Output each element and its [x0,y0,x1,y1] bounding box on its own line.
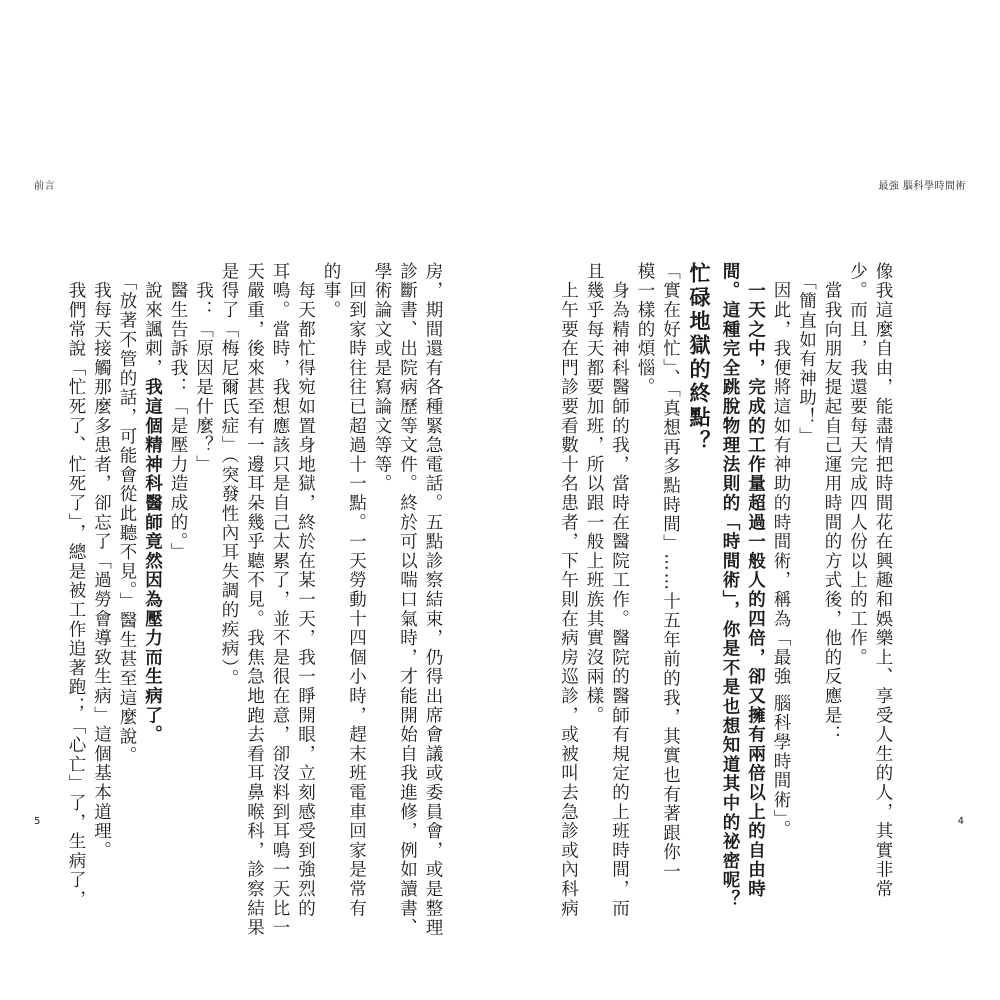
text-line: 每天都忙得宛如置身地獄，終於在某一天，我一睜開眼，立刻感受到強烈的 [295,262,316,919]
text-line: 像我這麼自由，能盡情把時間花在興趣和娛樂上、享受人生的人，其實非常 [873,262,893,899]
text-line: 的事。 [321,262,341,320]
text-line: 因此，我便將這如有神助的時間術，稱為「最強 腦科學時間術」。 [771,262,791,840]
text-line: 「放著不管的話，可能會從此聽不見。」醫生甚至這麼說。 [117,262,137,766]
emphasis-span: 我這個精神科醫師竟然因為壓力而生病了。 [142,377,163,745]
text-line: 天嚴重，後來甚至有一邊耳朵幾乎聽不見。我焦急地跑去看耳鼻喉科，診察結果 [244,262,265,938]
text-line: 回到家時往往已超過十一點。一天勞動十四個小時，趕末班電車回家是常有 [346,262,367,919]
text-line: 我們常說「忙死了、忙死了」，總是被工作追著跑；「心亡」了，生病了， [66,262,86,910]
text-line: 「實在好忙」、「真想再多點時間」……十五年前的我，其實也有著跟你一 [660,262,681,882]
text-line: 學術論文或是寫論文等等。 [372,262,392,494]
running-header-right: 最強 腦科學時間術 [878,181,966,192]
text-line: 上午要在門診要看數十名患者，下午則在病房巡診，或被叫去急診或內科病 [558,262,579,919]
text-line: 少。而且，我還要每天完成四人份以上的工作。 [847,262,868,668]
left-page [66,262,445,938]
text-line [139,262,165,802]
text-line: 模一樣的煩惱。 [635,262,655,398]
text-line: 當我向朋友提起自己運用時間的方式後，他的反應是： [822,262,842,745]
text-line: 且幾乎每天都要加班，所以跟一般上班族其實沒兩樣。 [584,262,604,726]
text-line: 我：「原因是什麼？」 [193,262,214,475]
emphasis-line: 一天之中，完成的工作量超過一般人的四倍，卻又擁有兩倍以上的自由時 [745,262,766,899]
text-line: 身為精神科醫師的我，當時在醫院工作。醫院的醫師有規定的上班時間，而 [609,262,630,919]
page-number-left: 5 [34,816,41,827]
emphasis-line: 間。這種完全跳脫物理法則的「時間術」，你是不是也想知道其中的祕密呢？ [720,262,740,910]
text-line: 診斷書、出院病歷等文件。終於可以喘口氣時，才能開始自我進修，例如讀書、 [397,262,418,938]
page-number-right: 4 [957,816,964,827]
text-line: 房，期間還有各種緊急電話。五點診察結束，仍得出席會議或委員會，或是整理 [423,262,443,938]
right-page [555,262,895,919]
text-line: 是得了「梅尼爾氏症」（突發性內耳失調的疾病）。 [219,262,239,689]
text-span: 說來諷刺， [142,262,163,378]
text-line: 醫生告訴我：「是壓力造成的。」 [168,262,188,563]
running-header-left: 前言 [34,181,55,192]
text-line: 耳鳴。當時，我想應該只是自己太累了，並不是很在意，卻沒料到耳鳴一天比一 [270,262,290,938]
text-line: 「簡直如有神助！」 [796,262,817,447]
section-heading: 忙碌地獄的終點？ [687,262,712,454]
text-line: 我每天接觸那麼多患者，卻忘了「過勞會導致生病」這個基本道理。 [91,262,112,861]
